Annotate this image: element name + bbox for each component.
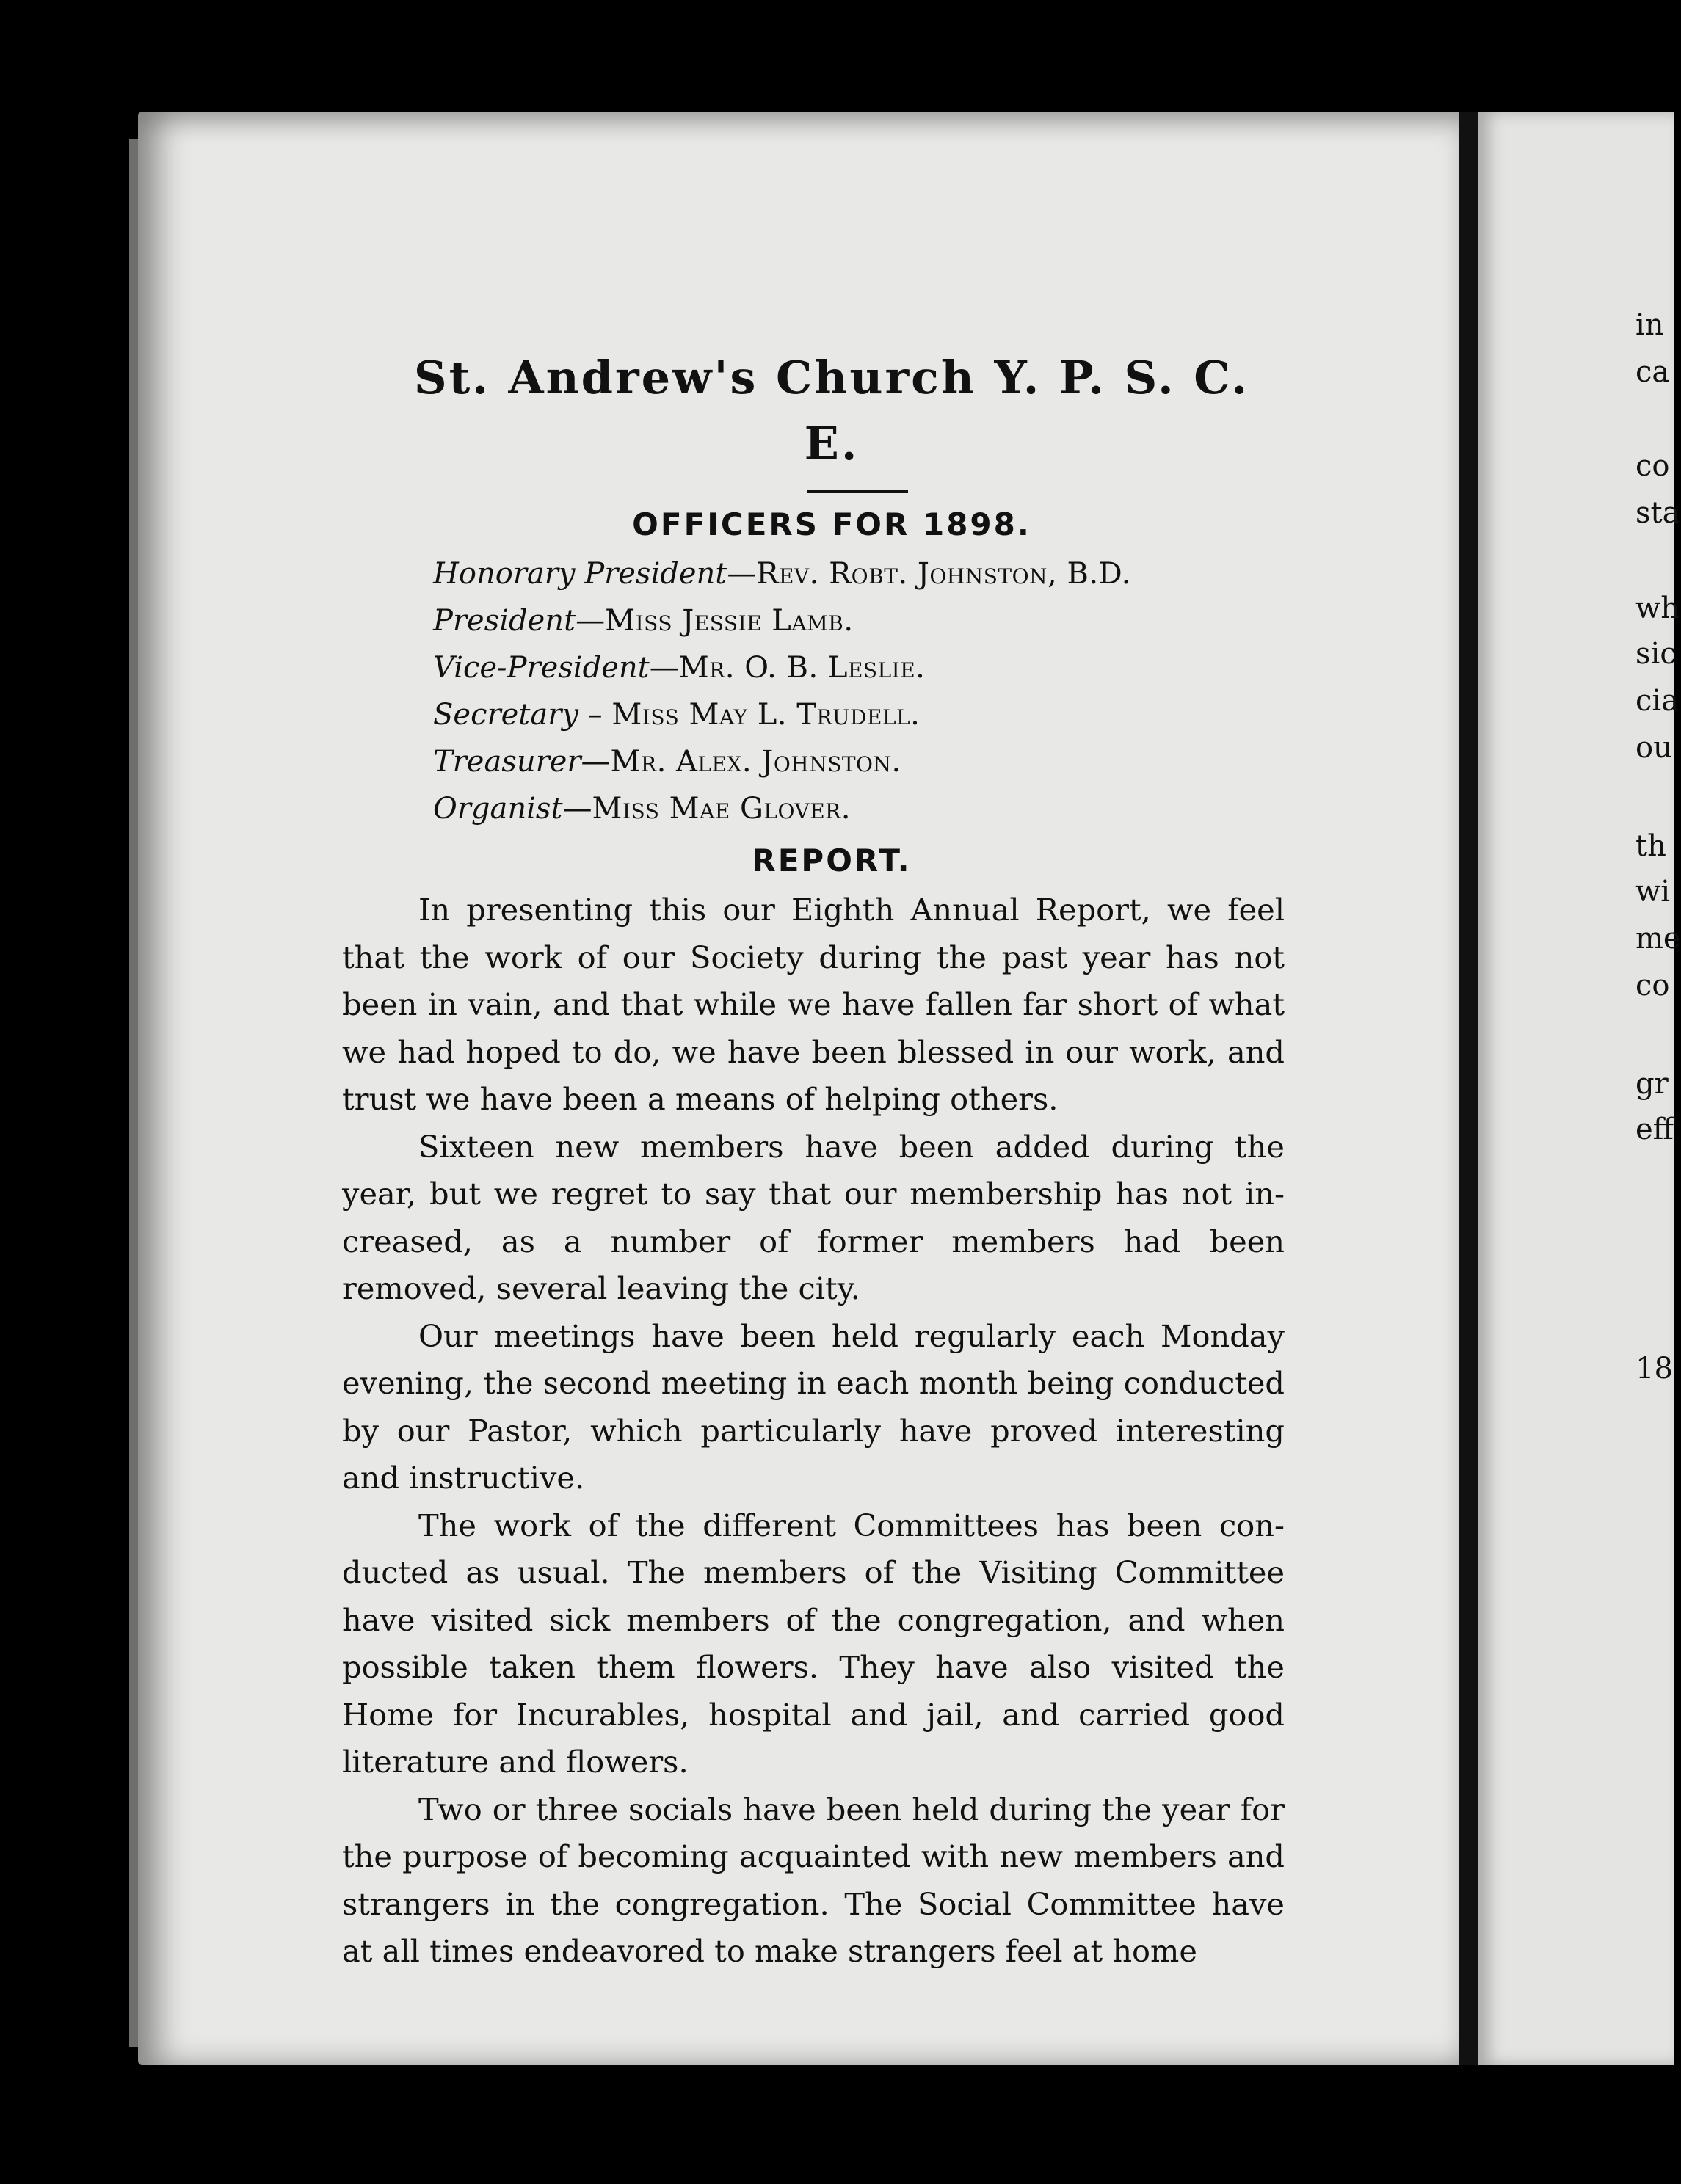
officer-entry — [433, 691, 1285, 738]
officer-entry — [433, 550, 1285, 597]
book-gutter — [1459, 112, 1478, 2065]
officers-heading: OFFICERS FOR 1898. — [632, 506, 1031, 542]
right-page-fragment: in — [1635, 308, 1664, 342]
officers-list — [342, 550, 1285, 832]
officer-entry — [433, 738, 1285, 785]
right-page-fragment: cia — [1635, 684, 1680, 718]
officer-role: Honorary President — [433, 557, 727, 591]
page-title: St. Andrew's Church Y. P. S. C. E. — [413, 351, 1250, 470]
report-paragraph: The work of the different Committees has been conducted as usual. The members of the Visiting Committee have visited sick members of the congregation, and when possible taken them flowers. They have also visited the Home for Incurables, hospital and jail, and carried good literature and flowers. — [342, 1507, 1285, 1780]
officer-name: Miss Jessie Lamb. — [605, 604, 854, 638]
officer-separator: – — [578, 698, 612, 732]
officer-separator: — — [581, 745, 611, 779]
report-paragraph: In presenting this our Eighth Annual Report, we feel that the work of our Society during the past year has not been in vain, and that while we have fallen far short of what we had hoped to do, we have been blessed in our work, and trust we have been a means of helping others. — [342, 892, 1285, 1117]
officer-entry — [433, 644, 1285, 691]
report-paragraph: Two or three socials have been held during the year for the purpose of becoming acquainted with new members and strangers in the congregation. The Social Committee have at all times endeavored to make strangers feel at home — [342, 1791, 1285, 1969]
title-rule — [807, 490, 908, 493]
officer-role: Organist — [433, 792, 563, 826]
right-page-fragment: ca — [1635, 355, 1670, 389]
right-page-fragment: eff — [1635, 1113, 1674, 1146]
officer-name: Miss May L. Trudell. — [611, 698, 921, 732]
right-page-fragment: wh — [1635, 592, 1680, 625]
officer-separator: — — [576, 604, 606, 638]
page-content — [342, 345, 1285, 1976]
officer-role: Treasurer — [433, 745, 581, 779]
officer-name: Mr. O. B. Leslie. — [678, 651, 926, 685]
right-page-fragment: sic — [1635, 637, 1677, 671]
right-page-fragment: ou — [1635, 731, 1672, 765]
right-page-fragment: me — [1635, 922, 1681, 956]
officer-separator: — — [727, 557, 757, 591]
officer-name: Mr. Alex. Johnston. — [610, 745, 901, 779]
right-page-fragment: 18 — [1635, 1352, 1673, 1386]
right-page-fragment: gr — [1635, 1067, 1669, 1101]
officer-entry — [433, 597, 1285, 644]
report-heading: REPORT. — [752, 842, 912, 878]
report-paragraph: Sixteen new members have been added during the year, but we regret to say that our membership has not increased, as a number of former members had been removed, several leaving the city. — [342, 1128, 1285, 1306]
right-page-fragment: co — [1635, 969, 1670, 1002]
officer-role: President — [433, 604, 576, 638]
report-paragraph: Our meetings have been held regularly each Monday evening, the second meeting in each month being conducted by our Pastor, which particularly have proved interesting and instructive. — [342, 1317, 1285, 1496]
officer-role: Vice-President — [433, 651, 650, 685]
officer-separator: — — [562, 792, 592, 826]
officer-separator: — — [649, 651, 679, 685]
right-page-fragment: wi — [1635, 875, 1671, 909]
officer-name: Miss Mae Glover. — [592, 792, 851, 826]
officer-name: Rev. Robt. Johnston, B.D. — [756, 557, 1131, 591]
right-page-partial — [1478, 112, 1681, 2065]
right-page-fragment: sta — [1635, 496, 1680, 530]
officer-role: Secretary — [433, 698, 578, 732]
right-page-fragment: co — [1635, 449, 1670, 483]
officer-entry — [433, 785, 1285, 832]
right-page-fragment: th — [1635, 829, 1666, 863]
